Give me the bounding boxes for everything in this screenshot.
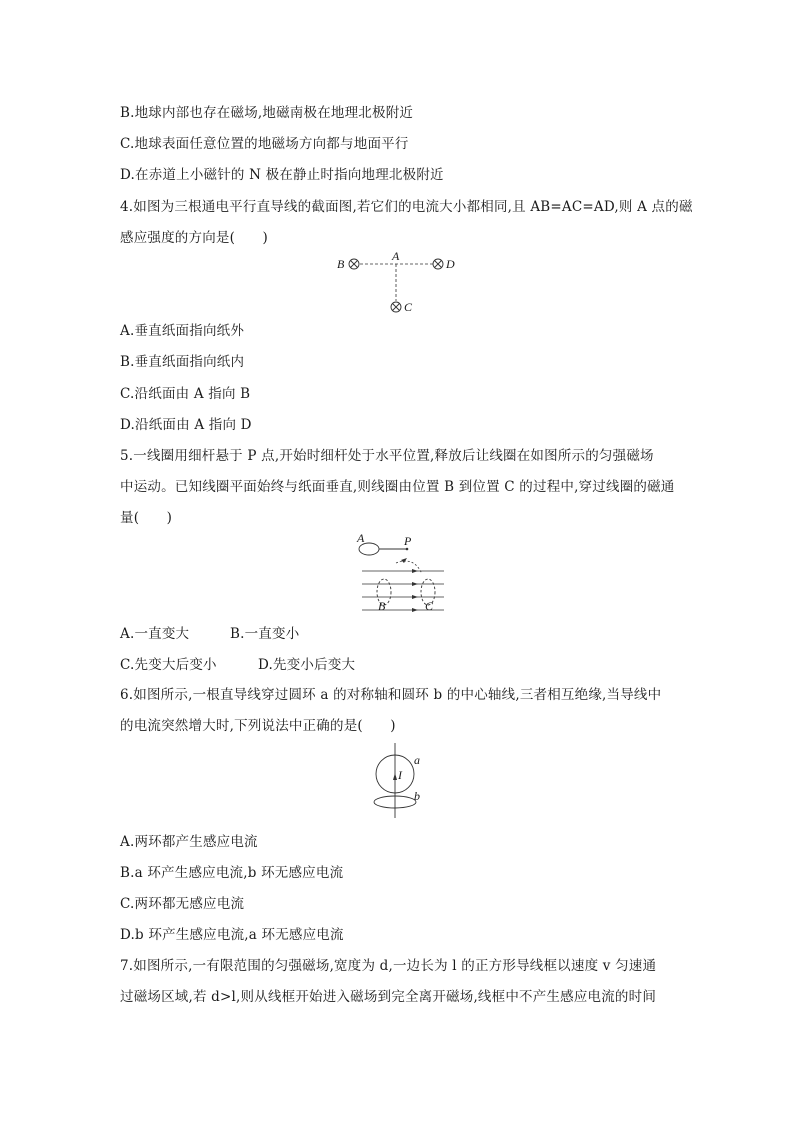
swing-path [396, 561, 422, 574]
q4-stem-line-2: 感应强度的方向是( ) [120, 230, 268, 246]
swing-arrow-icon [401, 558, 407, 563]
q6-label-b: b [414, 789, 420, 803]
q4-label-d: D [446, 257, 455, 271]
q4-label-b: B [337, 257, 345, 271]
q4-figure [330, 250, 460, 320]
q6-option-c: C.两环都无感应电流 [120, 896, 245, 912]
q5-label-b: B [378, 599, 386, 613]
current-arrow-icon [393, 773, 397, 780]
q7-stem-line-2: 过磁场区域,若 d>l,则从线框开始进入磁场到完全离开磁场,线框中不产生感应电流的时间 [120, 989, 657, 1005]
q6-option-d: D.b 环产生感应电流,a 环无感应电流 [120, 927, 344, 943]
q4-option-c: C.沿纸面由 A 指向 B [120, 386, 251, 402]
q5-stem-line-2: 中运动。已知线圈平面始终与纸面垂直,则线圈由位置 B 到位置 C 的过程中,穿过线圈的磁通 [120, 479, 675, 495]
wire-d-current-in-icon [433, 259, 443, 269]
q5-stem-line-3: 量( ) [120, 510, 173, 526]
q4-label-a: A [392, 250, 400, 263]
q3-option-d: D.在赤道上小磁针的 N 极在静止时指向地理北极附近 [120, 167, 444, 183]
q4-label-c: C [404, 300, 413, 314]
q6-label-i: I [398, 768, 402, 782]
q5-figure [352, 530, 457, 616]
q5-label-a: A [357, 531, 365, 545]
q3-option-b: B.地球内部也存在磁场,地磁南极在地理北极附近 [120, 105, 414, 121]
q5-label-c: C [425, 599, 434, 613]
q5-label-p: P [404, 534, 412, 548]
q5-stem-line-1: 5.一线圈用细杆悬于 P 点,开始时细杆处于水平位置,释放后让线圈在如图所示的匀强磁场 [120, 448, 654, 464]
q5-option-a: A.一直变大 [120, 626, 190, 642]
q6-stem-line-2: 的电流突然增大时,下列说法中正确的是( ) [120, 718, 396, 734]
q7-stem-line-1: 7.如图所示,一有限范围的匀强磁场,宽度为 d,一边长为 l 的正方形导线框以速度 v 匀速通 [120, 958, 657, 974]
q6-figure [360, 740, 435, 820]
q6-option-a: A.两环都产生感应电流 [120, 834, 258, 850]
q5-option-c: C.先变大后变小 [120, 657, 217, 673]
q3-option-c: C.地球表面任意位置的地磁场方向都与地面平行 [120, 136, 409, 152]
q4-option-d: D.沿纸面由 A 指向 D [120, 417, 252, 433]
wire-b-current-in-icon [349, 259, 359, 269]
pivot-p [406, 548, 409, 551]
q4-option-b: B.垂直纸面指向纸内 [120, 354, 245, 370]
q4-stem-line-1: 4.如图为三根通电平行直导线的截面图,若它们的电流大小都相同,且 AB=AC=AD,则 A 点的磁 [120, 199, 693, 215]
wire-c-current-in-icon [391, 302, 401, 312]
q6-stem-line-1: 6.如图所示,一根直导线穿过圆环 a 的对称轴和圆环 b 的中心轴线,三者相互绝缘,当导线中 [120, 687, 662, 703]
q4-option-a: A.垂直纸面指向纸外 [120, 323, 245, 339]
q6-label-a: a [414, 753, 420, 767]
q6-option-b: B.a 环产生感应电流,b 环无感应电流 [120, 865, 344, 881]
q5-option-d: D.先变小后变大 [258, 657, 356, 673]
q5-option-b: B.一直变小 [230, 626, 300, 642]
